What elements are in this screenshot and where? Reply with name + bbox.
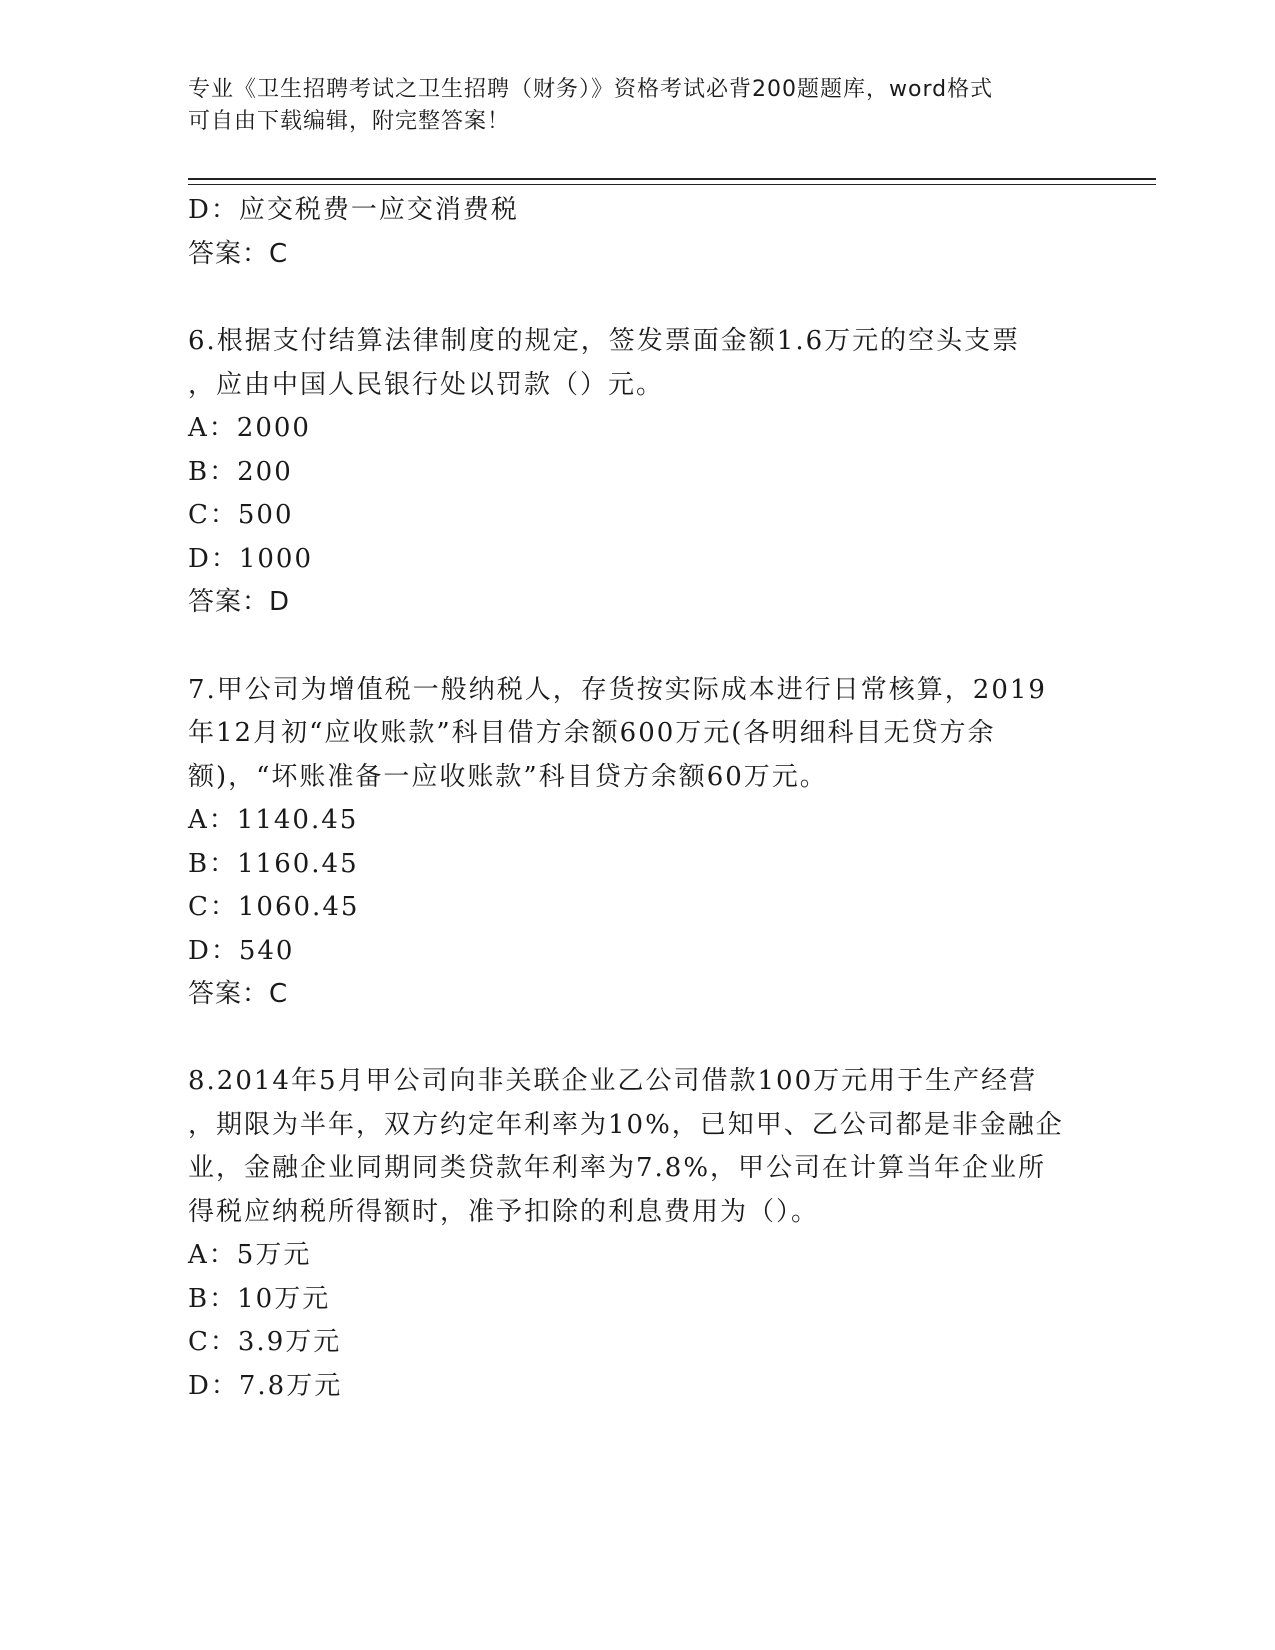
q8-option-b: B：10万元 <box>188 1284 331 1314</box>
header-title-line-2: 可自由下载编辑，附完整答案！ <box>188 109 511 134</box>
q7-stem-line-1: 7.甲公司为增值税一般纳税人，存货按实际成本进行日常核算，2019 <box>188 675 1047 705</box>
q7-option-a: A：1140.45 <box>188 805 359 835</box>
document-header <box>188 74 1088 138</box>
q7-stem-line-3: 额)，“坏账准备一应收账款”科目贷方余额60万元。 <box>188 762 828 792</box>
q6-option-b: B：200 <box>188 457 293 487</box>
q8-stem-line-4: 得税应纳税所得额时，准予扣除的利息费用为（）。 <box>188 1197 820 1227</box>
q8-stem-line-3: 业，金融企业同期同类贷款年利率为7.8%，甲公司在计算当年企业所 <box>188 1153 1047 1183</box>
q8-option-c: C：3.9万元 <box>188 1327 342 1357</box>
q8-stem-line-1: 8.2014年5月甲公司向非关联企业乙公司借款100万元用于生产经营 <box>188 1066 1038 1096</box>
header-divider-thin <box>188 184 1156 185</box>
q6-stem-line-1: 6.根据支付结算法律制度的规定，签发票面金额1.6万元的空头支票 <box>188 326 1021 356</box>
q6-answer: 答案：D <box>188 587 291 617</box>
q5-option-d: D：应交税费一应交消费税 <box>188 195 519 225</box>
q6-stem-line-2: ，应由中国人民银行处以罚款（）元。 <box>188 370 665 400</box>
header-title-line-1: 专业《卫生招聘考试之卫生招聘（财务）》资格考试必背200题题库，word格式 <box>188 77 994 102</box>
q7-option-c: C：1060.45 <box>188 892 360 922</box>
q7-answer: 答案：C <box>188 979 289 1009</box>
q5-answer: 答案：C <box>188 239 289 269</box>
q7-option-b: B：1160.45 <box>188 849 359 879</box>
q7-option-d: D：540 <box>188 936 295 966</box>
q6-option-d: D：1000 <box>188 544 314 574</box>
q6-option-c: C：500 <box>188 500 294 530</box>
q6-option-a: A：2000 <box>188 413 311 443</box>
q7-stem-line-2: 年12月初“应收账款”科目借方余额600万元(各明细科目无贷方余 <box>188 718 996 748</box>
q8-option-a: A：5万元 <box>188 1240 312 1270</box>
q8-stem-line-2: ，期限为半年，双方约定年利率为10%，已知甲、乙公司都是非金融企 <box>188 1110 1064 1140</box>
header-divider-thick <box>188 178 1156 180</box>
q8-option-d: D：7.8万元 <box>188 1371 343 1401</box>
